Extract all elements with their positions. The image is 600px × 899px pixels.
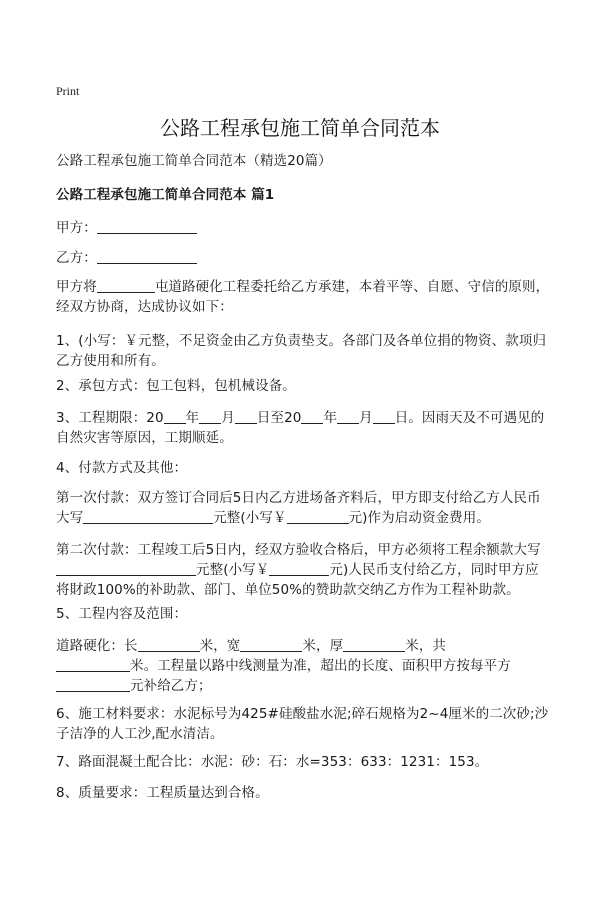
road-text: 米，共	[405, 638, 447, 654]
clause-3-text: 年	[323, 410, 338, 426]
payment-2-text: 第二次付款：工程竣工后5日内，经双方验收合格后，甲方必须将工程余额款大写	[56, 542, 541, 558]
clause-3-text: 日。因雨天及不可遇见的自然灾害等原因，工期顺延。	[56, 410, 545, 446]
party-a-label: 甲方：	[56, 220, 97, 236]
section-heading: 公路工程承包施工简单合同范本 篇1	[56, 187, 275, 203]
road-text: 米。工程量以路中线测量为准，超出的长度、面积甲方按每平方	[130, 658, 511, 674]
clause-2: 2、承包方式：包工包料，包机械设备。	[56, 378, 296, 394]
clause-7: 7、路面混凝土配合比：水泥：砂：石：水=353：633：1231：153。	[56, 754, 489, 770]
clause-4: 4、付款方式及其他：	[56, 460, 188, 476]
clause-3-text: 年	[185, 410, 200, 426]
day-blank	[373, 409, 395, 424]
month-blank	[337, 409, 359, 424]
unit-price-blank	[56, 677, 130, 692]
balance-words-blank	[56, 561, 196, 576]
clause-8: 8、质量要求：工程质量达到合格。	[56, 785, 269, 801]
party-b-line	[56, 248, 552, 268]
payment-1-text: 元)作为启动资金费用。	[348, 510, 490, 526]
total-blank	[56, 657, 130, 672]
balance-number-blank	[269, 561, 329, 576]
clause-3	[56, 408, 552, 448]
clause-3-text: 月	[359, 410, 373, 426]
payment-1	[56, 488, 552, 528]
road-text: 道路硬化：长	[56, 638, 138, 654]
year-blank	[301, 409, 323, 424]
document-title: 公路工程承包施工简单合同范本	[160, 116, 440, 140]
clause-3-text: 3、工程期限：20	[56, 410, 164, 426]
thickness-blank	[343, 637, 405, 652]
clause-5: 5、工程内容及范围：	[56, 606, 188, 622]
amount-number-blank	[287, 509, 349, 524]
payment-1-text: 元整(小写￥	[213, 510, 287, 526]
day-blank	[235, 409, 257, 424]
intro-blank	[97, 278, 155, 293]
clause-1: 1、(小写：￥元整，不足资金由乙方负责垫支。各部门及各单位捐的物资、款项归乙方使用和所有。	[56, 333, 547, 369]
party-a-line	[56, 218, 552, 238]
amount-words-blank	[83, 509, 213, 524]
payment-2-text: 元整(小写￥	[196, 562, 270, 578]
clause-3-text: 日至20	[256, 410, 302, 426]
subtitle: 公路工程承包施工简单合同范本（精选20篇）	[56, 153, 332, 169]
road-paragraph	[56, 636, 552, 696]
intro-paragraph	[56, 277, 552, 317]
month-blank	[199, 409, 221, 424]
year-blank	[164, 409, 186, 424]
payment-1-text: 第一次付款：双方签订合同后5日内乙方进场备齐料后，甲方即支付给乙方人民币	[56, 490, 541, 506]
party-b-label: 乙方：	[56, 250, 97, 266]
payment-2-text: 元)人民币支付给乙方，同时甲方应将財政100%的补助款、部门、单位50%的赞助款交纳乙方作为工程补助款。	[56, 562, 539, 598]
intro-text-1: 甲方将	[56, 279, 97, 295]
party-b-blank	[97, 249, 197, 264]
road-text: 米，厚	[302, 638, 344, 654]
clause-6: 6、施工材料要求：水泥标号为425#硅酸盐水泥;碎石规格为2~4厘米的二次砂;沙子洁净的人工沙,配水清洁。	[56, 706, 549, 742]
clause-3-text: 月	[221, 410, 235, 426]
party-a-blank	[97, 219, 197, 234]
width-blank	[240, 637, 302, 652]
print-label: Print	[56, 84, 80, 98]
payment-1-text: 大写	[56, 510, 84, 526]
road-text: 元补给乙方；	[130, 678, 212, 694]
payment-2	[56, 540, 552, 600]
road-text: 米，宽	[199, 638, 241, 654]
intro-text-2: 屯道路硬化工程委托给乙方承建，本着平等、自愿、守信的原则，经双方协商，达成协议如下：	[56, 279, 550, 315]
length-blank	[138, 637, 200, 652]
